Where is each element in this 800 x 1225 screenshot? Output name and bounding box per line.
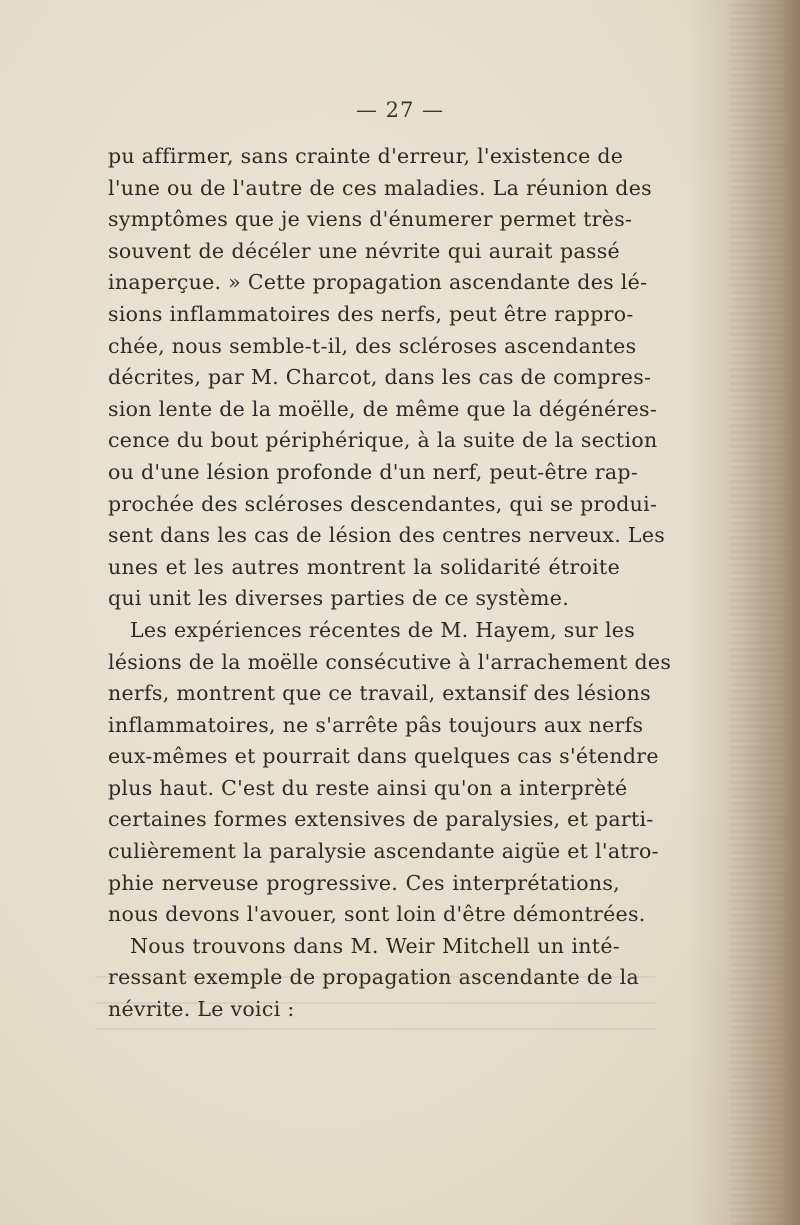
text-line: l'une ou de l'autre de ces maladies. La réunion des [108,175,652,200]
text-line: sions inflammatoires des nerfs, peut être rappro- [108,301,634,326]
text-line: souvent de décéler une névrite qui aurait passé [108,238,620,263]
text-line: prochée des scléroses descendantes, qui se produi- [108,491,658,516]
text-line: unes et les autres montrent la solidarité étroite [108,554,620,579]
text-line: ou d'une lésion profonde d'un nerf, peut-être rap- [108,459,639,484]
text-line: inaperçue. » Cette propagation ascendante des lé- [108,270,648,295]
text-line: sion lente de la moëlle, de même que la dégénéres- [108,396,658,421]
text-line: nous devons l'avouer, sont loin d'être démontrées. [108,902,646,927]
text-line: lésions de la moëlle consécutive à l'arrachement des [108,649,672,674]
text-line: ressant exemple de propagation ascendante de la [108,965,639,990]
text-line: inflammatoires, ne s'arrête pâs toujours aux nerfs [108,712,644,737]
text-line: culièrement la paralysie ascendante aigüe et l'atro- [108,839,659,864]
page-number: — 27 — [355,98,445,122]
text-line: décrites, par M. Charcot, dans les cas de compres- [108,365,652,390]
text-line: qui unit les diverses parties de ce système. [108,586,570,611]
text-line: chée, nous semble-t-il, des scléroses ascendantes [108,333,637,358]
page-edge-stain [730,0,800,1225]
text-line: Les expériences récentes de M. Hayem, sur les [130,617,636,642]
text-line: symptômes que je viens d'énumerer permet très- [108,207,633,232]
text-line: nerfs, montrent que ce travail, extansif des lésions [108,681,651,706]
text-line: certaines formes extensives de paralysies, et parti- [108,807,654,832]
text-line: phie nerveuse progressive. Ces interprétations, [108,870,620,895]
body-text [108,141,672,1026]
text-line: eux-mêmes et pourrait dans quelques cas s'étendre [108,744,659,769]
text-line: pu affirmer, sans crainte d'erreur, l'existence de [108,144,624,168]
text-line: plus haut. C'est du reste ainsi qu'on a interprèté [108,775,628,800]
text-line: névrite. Le voici : [108,997,295,1022]
text-line: sent dans les cas de lésion des centres nerveux. Les [108,523,666,548]
text-line: cence du bout périphérique, à la suite de la section [108,428,658,453]
text-line: Nous trouvons dans M. Weir Mitchell un inté- [130,933,620,958]
